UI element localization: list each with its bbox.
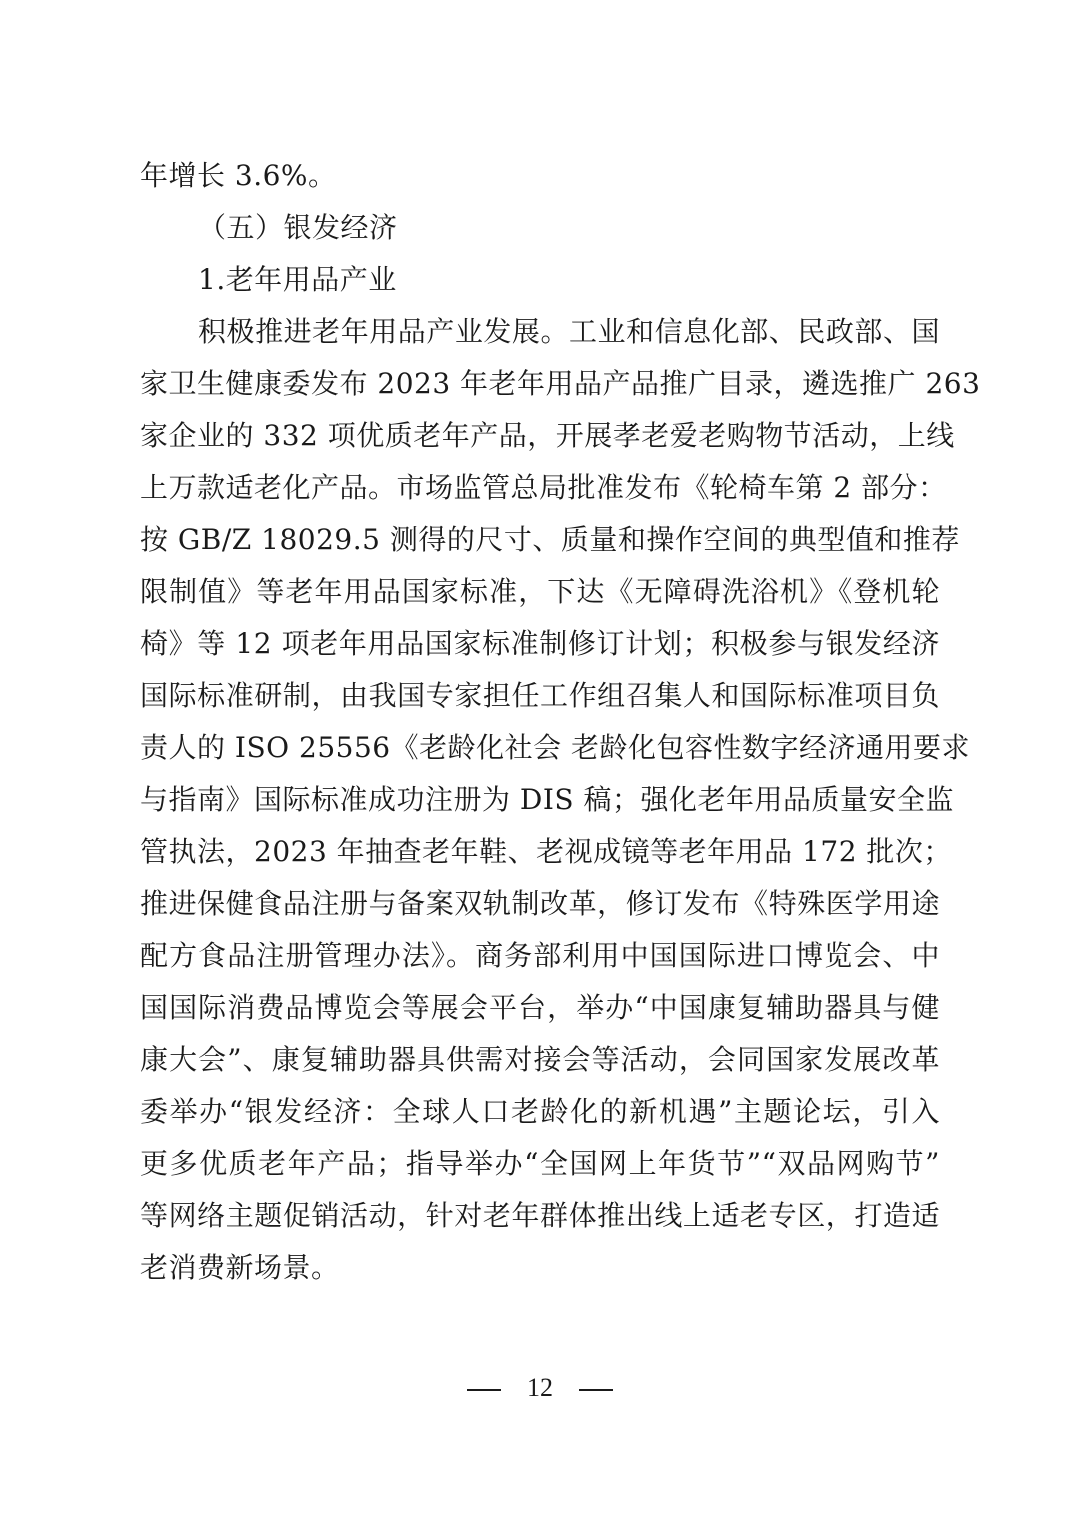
paragraph-line: 按 GB/Z 18029.5 测得的尺寸、质量和操作空间的典型值和推荐: [140, 523, 960, 556]
paragraph-line: 康大会”、康复辅助器具供需对接会等活动，会同国家发展改革: [140, 1043, 940, 1076]
paragraph: [140, 306, 981, 1294]
paragraph-line: 椅》等 12 项老年用品国家标准制修订计划；积极参与银发经济: [140, 627, 940, 660]
paragraph-line: 限制值》等老年用品国家标准，下达《无障碍洗浴机》《登机轮: [140, 575, 940, 608]
paragraph-line: 推进保健食品注册与备案双轨制改革，修订发布《特殊医学用途: [140, 887, 940, 920]
footer-dash-right: [579, 1389, 613, 1391]
paragraph-line: 家企业的 332 项优质老年产品，开展孝老爱老购物节活动，上线: [140, 419, 955, 452]
paragraph-line: 等网络主题促销活动，针对老年群体推出线上适老专区，打造适: [140, 1199, 940, 1232]
paragraph-line: 委举办“银发经济：全球人口老龄化的新机遇”主题论坛，引入: [140, 1095, 940, 1128]
page-body: [140, 150, 981, 1294]
page-footer: [0, 1368, 1080, 1408]
paragraph-line: 老消费新场景。: [140, 1251, 340, 1284]
paragraph-line: 积极推进老年用品产业发展。工业和信息化部、民政部、国: [198, 315, 940, 348]
paragraph-line: 管执法，2023 年抽查老年鞋、老视成镜等老年用品 172 批次；: [140, 835, 952, 868]
page-number: 12: [527, 1373, 553, 1402]
footer-dash-left: [467, 1389, 501, 1391]
section-heading: （五）银发经济: [198, 211, 398, 244]
paragraph-line: 上万款适老化产品。市场监管总局批准发布《轮椅车第 2 部分：: [140, 471, 947, 504]
paragraph-line: 更多优质老年产品；指导举办“全国网上年货节”“双品网购节”: [140, 1147, 940, 1180]
paragraph-line: 配方食品注册管理办法》。商务部利用中国国际进口博览会、中: [140, 939, 940, 972]
paragraph-line: 国国际消费品博览会等展会平台，举办“中国康复辅助器具与健: [140, 991, 940, 1024]
subsection-heading: 1.老年用品产业: [198, 263, 397, 296]
paragraph-line: 责人的 ISO 25556《老龄化社会 老龄化包容性数字经济通用要求: [140, 731, 970, 764]
paragraph-line: 家卫生健康委发布 2023 年老年用品产品推广目录，遴选推广 263: [140, 367, 981, 400]
continuation-line: 年增长 3.6%。: [140, 159, 337, 192]
paragraph-line: 国际标准研制，由我国专家担任工作组召集人和国际标准项目负: [140, 679, 940, 712]
paragraph-line: 与指南》国际标准成功注册为 DIS 稿；强化老年用品质量安全监: [140, 783, 954, 816]
